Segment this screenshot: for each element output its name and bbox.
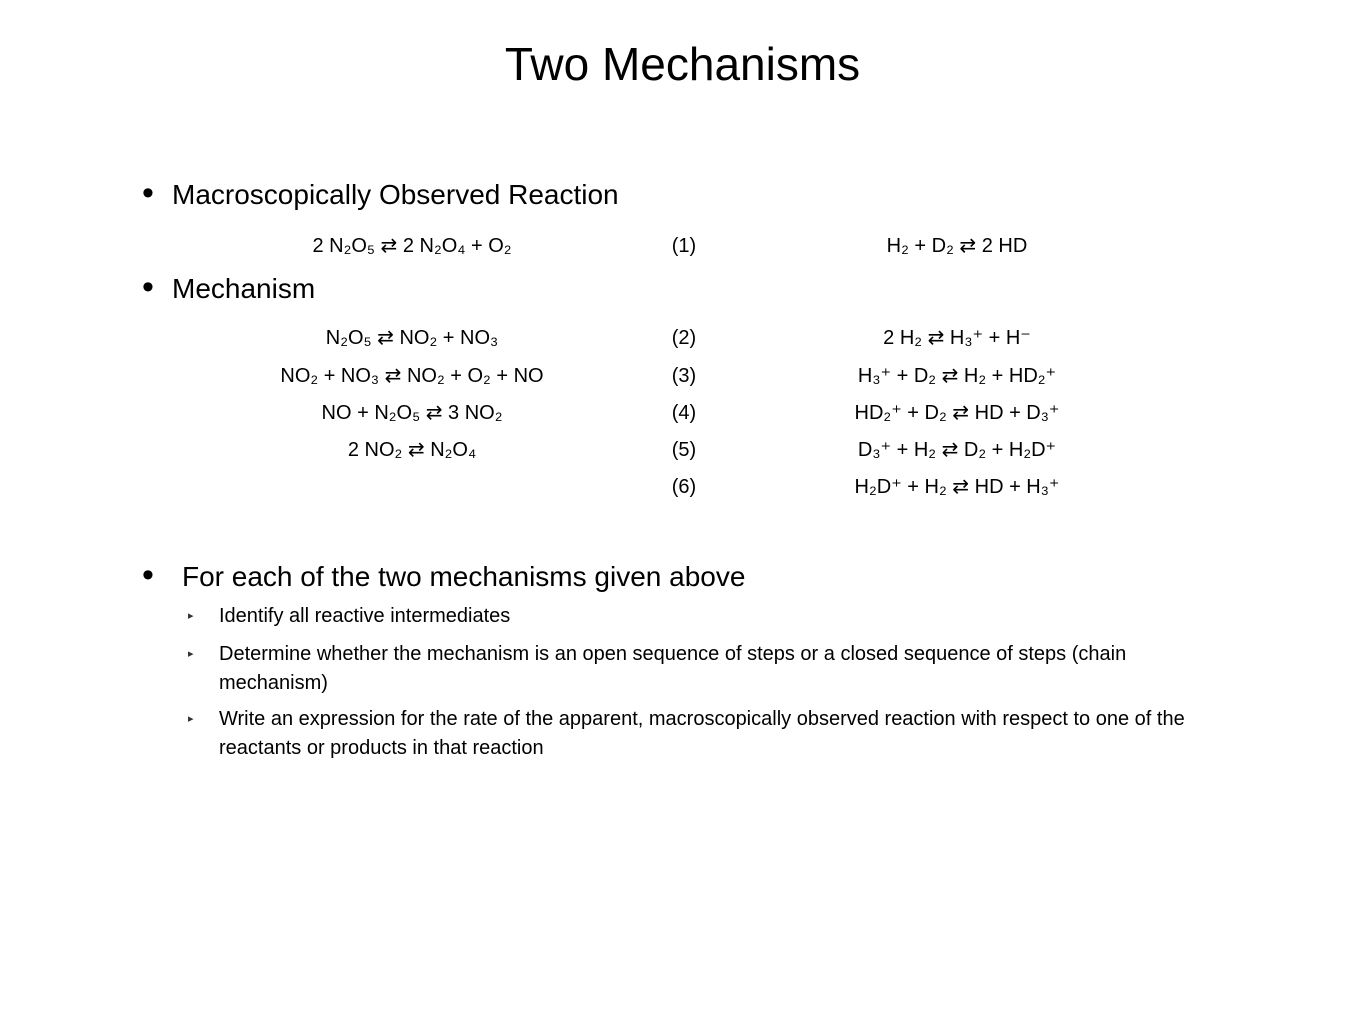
mechanism-step-number: (3) — [671, 365, 697, 387]
page-title: Two Mechanisms — [504, 38, 861, 90]
bullet-label: Mechanism — [172, 273, 316, 304]
task-item-text: Write an expression for the rate of the apparent, macroscopically observed reaction with respect to one of the reactants or products in that reaction — [219, 708, 1185, 759]
mechanism-step-left: NO₂ + NO₃ ⇄ NO₂ + O₂ + NO — [280, 365, 544, 387]
mechanism-step-right: D₃⁺ + H₂ ⇄ D₂ + H₂D⁺ — [857, 439, 1057, 461]
bullet-mechanism — [142, 270, 315, 306]
bullet-observed-reaction — [142, 176, 619, 212]
bullet-label: Macroscopically Observed Reaction — [172, 179, 619, 210]
mechanism-step-right: HD₂⁺ + D₂ ⇄ HD + D₃⁺ — [854, 402, 1060, 424]
bullet-icon: • — [142, 268, 154, 306]
bullet-task — [142, 558, 745, 594]
observed-reaction-number: (1) — [671, 235, 697, 257]
mechanism-step-left: N₂O₅ ⇄ NO₂ + NO₃ — [325, 327, 499, 349]
mechanism-step-left: 2 NO₂ ⇄ N₂O₄ — [347, 439, 477, 461]
mechanism-step-number: (5) — [671, 439, 697, 461]
bullet-icon: • — [142, 174, 154, 212]
bullet-label: For each of the two mechanisms given above — [182, 561, 746, 592]
mechanism-step-number: (4) — [671, 402, 697, 424]
mechanism-step-right: H₃⁺ + D₂ ⇄ H₂ + HD₂⁺ — [857, 365, 1057, 387]
triangle-bullet-icon: ▸ — [188, 610, 194, 622]
mechanism-step-number: (6) — [671, 476, 697, 498]
mechanism-step-right: 2 H₂ ⇄ H₃⁺ + H⁻ — [883, 327, 1031, 349]
triangle-bullet-icon: ▸ — [188, 713, 194, 725]
triangle-bullet-icon: ▸ — [188, 648, 194, 660]
observed-reaction-left: 2 N₂O₅ ⇄ 2 N₂O₄ + O₂ — [312, 235, 512, 257]
bullet-icon: • — [142, 556, 154, 594]
task-item-text: Determine whether the mechanism is an open sequence of steps or a closed sequence of steps (chain mechanism) — [219, 643, 1127, 694]
observed-reaction-right: H₂ + D₂ ⇄ 2 HD — [886, 235, 1028, 257]
mechanism-step-number: (2) — [671, 327, 697, 349]
mechanism-step-left: NO + N₂O₅ ⇄ 3 NO₂ — [321, 402, 503, 424]
task-item-text: Identify all reactive intermediates — [219, 605, 511, 627]
mechanism-step-right: H₂D⁺ + H₂ ⇄ HD + H₃⁺ — [854, 476, 1060, 498]
